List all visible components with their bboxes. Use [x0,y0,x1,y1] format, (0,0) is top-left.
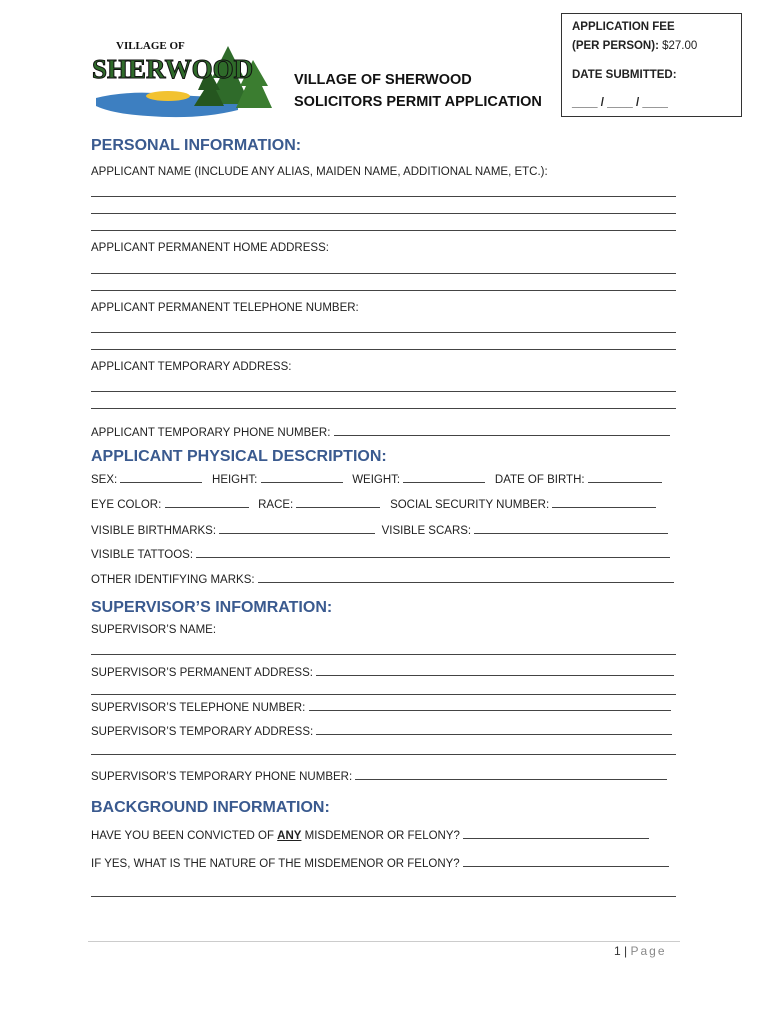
date-submitted-field[interactable]: ____ / ____ / ____ [572,97,668,109]
tattoos-field[interactable] [196,547,670,558]
page-number: 1 [614,944,621,958]
height-label: HEIGHT: [212,474,258,486]
sex-field[interactable] [120,472,202,483]
title-line-1: VILLAGE OF SHERWOOD [294,72,472,88]
supervisor-temp-address-label: SUPERVISOR’S TEMPORARY ADDRESS: [91,726,314,738]
supervisor-temp-address-field[interactable] [316,724,672,735]
home-address-line[interactable] [91,290,676,291]
logo-sun [146,91,190,101]
convicted-any-emphasis: ANY [277,830,302,842]
supervisor-perm-address-label: SUPERVISOR’S PERMANENT ADDRESS: [91,667,313,679]
convicted-label-pre: HAVE YOU BEEN CONVICTED OF [91,830,274,842]
eye-color-label: EYE COLOR: [91,499,162,511]
nature-field[interactable] [463,856,669,867]
other-marks-field[interactable] [258,572,674,583]
dob-field[interactable] [588,472,662,483]
supervisor-perm-address-line[interactable] [91,694,676,695]
supervisor-perm-address-field[interactable] [316,665,674,676]
temporary-address-label: APPLICANT TEMPORARY ADDRESS: [91,361,292,373]
convicted-row [91,828,649,842]
tattoos-label: VISIBLE TATTOOS: [91,549,194,561]
physical-row-1 [91,472,662,486]
home-address-line[interactable] [91,273,676,274]
temporary-address-line[interactable] [91,391,676,392]
permanent-phone-line[interactable] [91,349,676,350]
convicted-label-post: MISDEMENOR OR FELONY? [304,830,460,842]
physical-row-3 [91,523,668,537]
convicted-field[interactable] [463,828,649,839]
race-field[interactable] [296,497,380,508]
permanent-phone-label: APPLICANT PERMANENT TELEPHONE NUMBER: [91,302,359,314]
page-word: Page [630,944,667,958]
nature-row [91,856,669,870]
logo-main-text: SHERWOOD [92,54,254,84]
nature-label: IF YES, WHAT IS THE NATURE OF THE MISDEMENOR OR FELONY? [91,858,460,870]
weight-field[interactable] [403,472,485,483]
physical-row-2 [91,497,656,511]
fee-label: APPLICATION FEE [572,21,675,33]
supervisor-temp-address-line[interactable] [91,754,676,755]
supervisor-temp-phone-field[interactable] [355,769,667,780]
temporary-phone-row [91,425,670,439]
applicant-name-line[interactable] [91,230,676,231]
supervisor-perm-address-row [91,665,674,679]
ssn-label: SOCIAL SECURITY NUMBER: [390,499,550,511]
permanent-phone-line[interactable] [91,332,676,333]
supervisor-phone-row [91,700,671,714]
per-person-row [572,40,697,52]
supervisor-name-label: SUPERVISOR’S NAME: [91,624,217,636]
per-person-label: (PER PERSON): [572,40,659,52]
logo-top-text: VILLAGE OF [116,40,185,52]
temporary-phone-label: APPLICANT TEMPORARY PHONE NUMBER: [91,427,331,439]
title-line-2: SOLICITORS PERMIT APPLICATION [294,94,542,110]
physical-description-heading: APPLICANT PHYSICAL DESCRIPTION: [91,448,387,465]
supervisor-heading: SUPERVISOR’S INFOMRATION: [91,599,333,616]
village-logo [88,38,284,128]
home-address-label: APPLICANT PERMANENT HOME ADDRESS: [91,242,329,254]
ssn-field[interactable] [552,497,656,508]
personal-info-heading: PERSONAL INFORMATION: [91,137,302,154]
fee-value: $27.00 [662,40,698,52]
birthmarks-label: VISIBLE BIRTHMARKS: [91,525,217,537]
footer-divider [88,941,680,942]
date-submitted-label: DATE SUBMITTED: [572,69,677,81]
supervisor-temp-address-row [91,724,672,738]
applicant-name-label: APPLICANT NAME (INCLUDE ANY ALIAS, MAIDEN NAME, ADDITIONAL NAME, ETC.): [91,166,548,178]
sex-label: SEX: [91,474,118,486]
other-marks-label: OTHER IDENTIFYING MARKS: [91,574,255,586]
temporary-phone-field[interactable] [334,425,670,436]
birthmarks-field[interactable] [219,523,375,534]
height-field[interactable] [261,472,343,483]
temporary-address-line[interactable] [91,408,676,409]
eye-color-field[interactable] [165,497,249,508]
supervisor-temp-phone-row [91,769,667,783]
supervisor-name-line[interactable] [91,654,676,655]
supervisor-phone-label: SUPERVISOR’S TELEPHONE NUMBER: [91,702,306,714]
supervisor-temp-phone-label: SUPERVISOR’S TEMPORARY PHONE NUMBER: [91,771,353,783]
weight-label: WEIGHT: [352,474,401,486]
applicant-name-line[interactable] [91,196,676,197]
page-footer [614,944,667,958]
page-separator: | [624,944,628,958]
race-label: RACE: [258,499,294,511]
applicant-name-line[interactable] [91,213,676,214]
scars-field[interactable] [474,523,668,534]
supervisor-phone-field[interactable] [309,700,671,711]
physical-row-4 [91,547,670,561]
background-heading: BACKGROUND INFORMATION: [91,799,330,816]
fee-box [561,13,742,117]
nature-line[interactable] [91,896,676,897]
physical-row-5 [91,572,674,586]
scars-label: VISIBLE SCARS: [381,525,472,537]
dob-label: DATE OF BIRTH: [494,474,585,486]
